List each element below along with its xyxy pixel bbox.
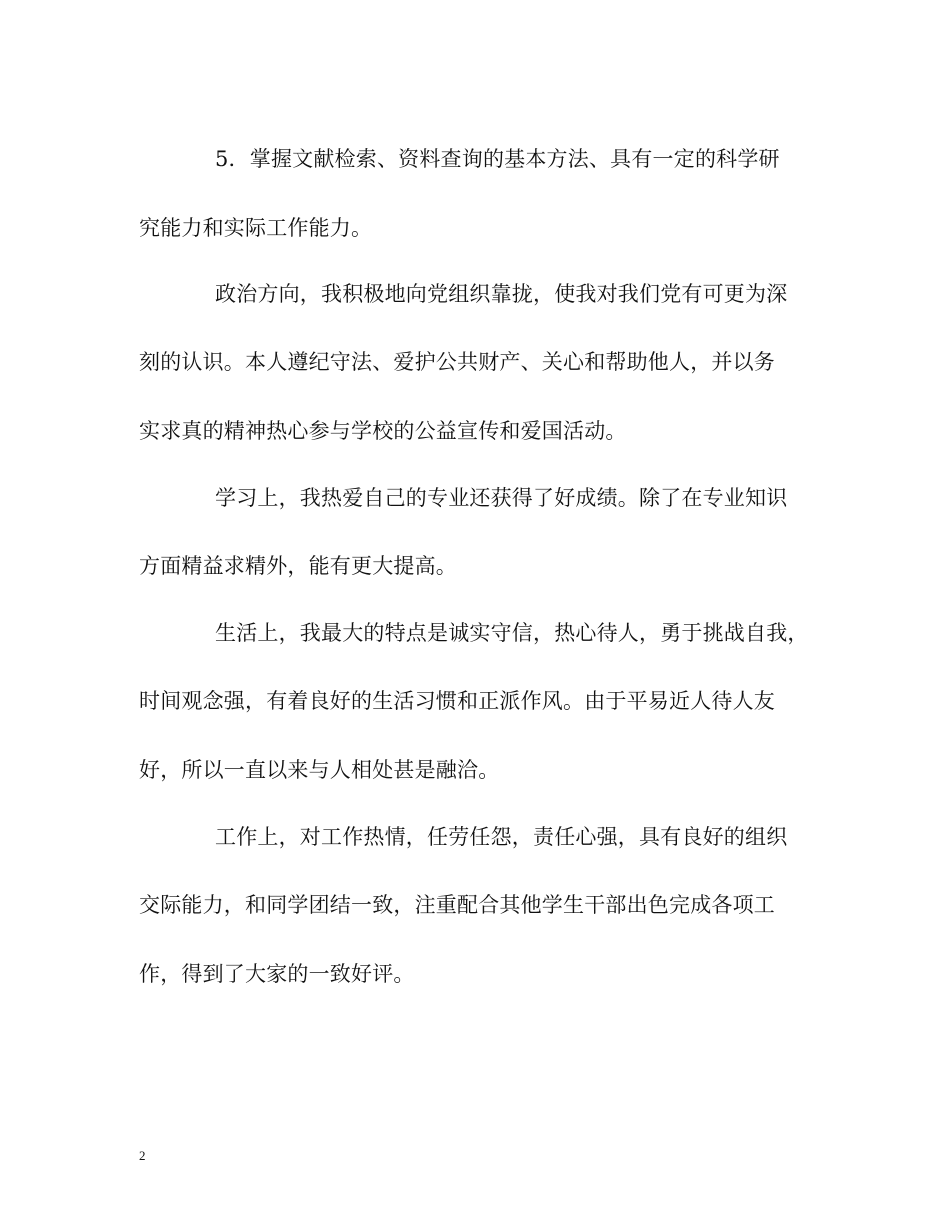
paragraph-line: 交际能力，和同学团结一致，注重配合其他学生干部出色完成各项工 [139, 893, 775, 917]
paragraph-line: 学习上，我热爱自己的专业还获得了好成绩。除了在专业知识 [215, 486, 788, 510]
paragraph-line: 究能力和实际工作能力。 [139, 216, 373, 240]
paragraph-line: 生活上，我最大的特点是诚实守信，热心待人，勇于挑战自我， [215, 621, 809, 645]
paragraph-line: 刻的认识。本人遵纪守法、爱护公共财产、关心和帮助他人，并以务 [139, 350, 775, 374]
paragraph-line: 工作上，对工作热情，任劳任怨，责任心强，具有良好的组织 [215, 825, 788, 849]
paragraph-line: 5．掌握文献检索、资料查询的基本方法、具有一定的科学研 [215, 147, 780, 171]
paragraph-line: 时间观念强，有着良好的生活习惯和正派作风。由于平易近人待人友 [139, 689, 775, 713]
paragraph-line: 作，得到了大家的一致好评。 [139, 962, 415, 986]
paragraph-line: 政治方向，我积极地向党组织靠拢，使我对我们党有可更为深 [215, 282, 788, 306]
page-number: 2 [139, 1148, 146, 1163]
paragraph-line: 实求真的精神热心参与学校的公益宣传和爱国活动。 [139, 419, 627, 443]
paragraph-line: 方面精益求精外，能有更大提高。 [139, 554, 457, 578]
paragraph-line: 好，所以一直以来与人相处甚是融洽。 [139, 758, 500, 782]
